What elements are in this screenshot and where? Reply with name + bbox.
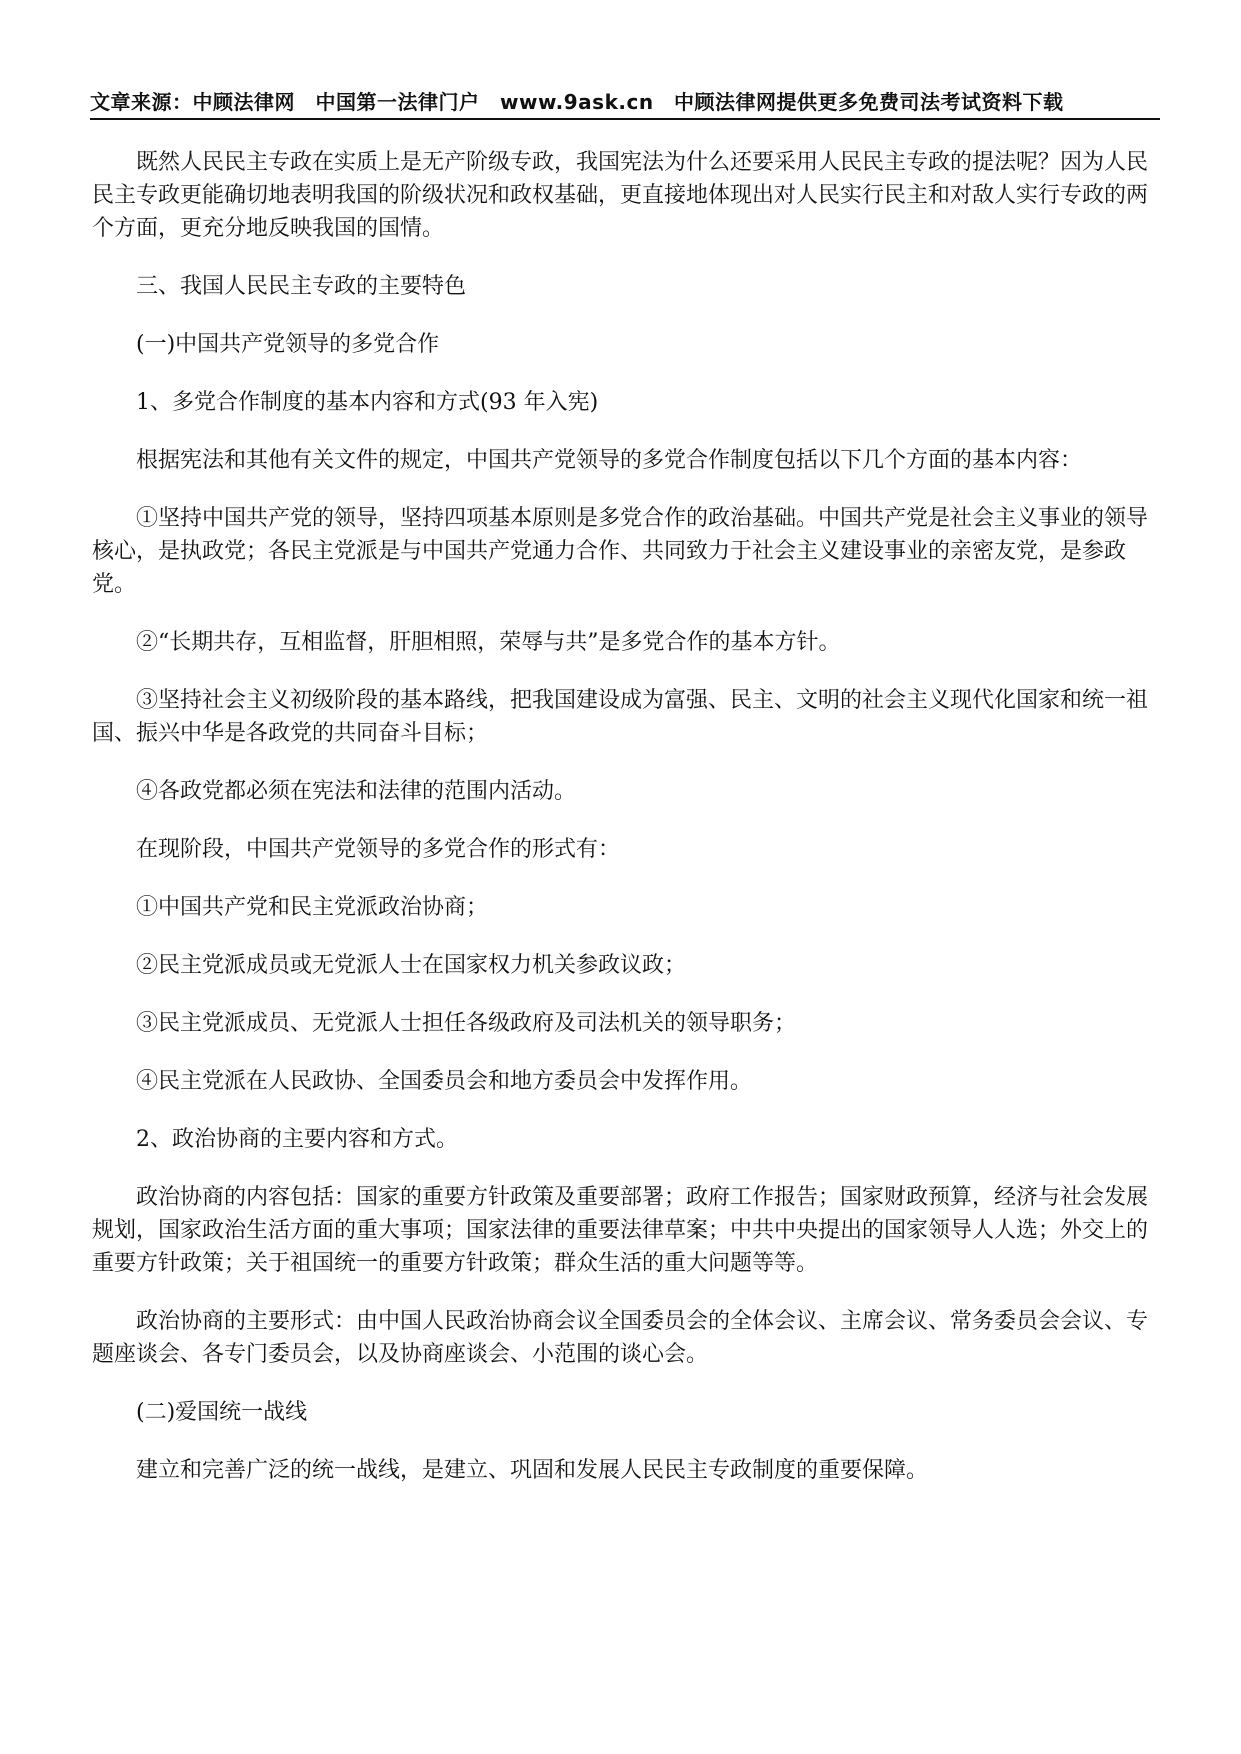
section-heading: 三、我国人民民主专政的主要特色 (136, 274, 467, 299)
paragraph: 政治协商的内容包括：国家的重要方针政策及重要部署；政府工作报告；国家财政预算，经济与社会发展规划，国家政治生活方面的重大事项；国家法律的重要法律草案；中共中央提出的国家领导人人选；外交上的重要方针政策；关于祖国统一的重要方针政策；群众生活的重大问题等等。 (92, 1185, 1149, 1276)
subsection-heading: 2、政治协商的主要内容和方式。 (136, 1127, 458, 1152)
list-item: ③坚持社会主义初级阶段的基本路线，把我国建设成为富强、民主、文明的社会主义现代化国家和统一祖国、振兴中华是各政党的共同奋斗目标； (92, 688, 1149, 746)
paragraph: 政治协商的主要形式：由中国人民政治协商会议全国委员会的全体会议、主席会议、常务委员会会议、专题座谈会、各专门委员会，以及协商座谈会、小范围的谈心会。 (92, 1309, 1149, 1367)
list-item: ①坚持中国共产党的领导，坚持四项基本原则是多党合作的政治基础。中国共产党是社会主义事业的领导核心，是执政党；各民主党派是与中国共产党通力合作、共同致力于社会主义建设事业的亲密友党，是参政党。 (92, 506, 1149, 597)
list-item: ④各政党都必须在宪法和法律的范围内活动。 (136, 779, 577, 804)
header-rule (90, 118, 1160, 120)
page-header: 文章来源：中顾法律网 中国第一法律门户 www.9ask.cn 中顾法律网提供更多免费司法考试资料下载 (90, 90, 1064, 114)
paragraph: 在现阶段，中国共产党领导的多党合作的形式有： (136, 837, 621, 862)
subsection-heading: (二)爱国统一战线 (136, 1400, 308, 1425)
paragraph: 根据宪法和其他有关文件的规定，中国共产党领导的多党合作制度包括以下几个方面的基本内容： (136, 448, 1083, 473)
list-item: ③民主党派成员、无党派人士担任各级政府及司法机关的领导职务； (136, 1011, 797, 1036)
document-body (92, 146, 1158, 1512)
list-item: ②“长期共存，互相监督，肝胆相照，荣辱与共”是多党合作的基本方针。 (136, 630, 841, 655)
subsection-heading: 1、多党合作制度的基本内容和方式(93 年入宪) (136, 390, 599, 415)
paragraph: 既然人民民主专政在实质上是无产阶级专政，我国宪法为什么还要采用人民民主专政的提法呢？因为人民民主专政更能确切地表明我国的阶级状况和政权基础，更直接地体现出对人民实行民主和对敌人实行专政的两个方面，更充分地反映我国的国情。 (92, 150, 1149, 241)
subsection-heading: (一)中国共产党领导的多党合作 (136, 332, 440, 357)
paragraph: 建立和完善广泛的统一战线，是建立、巩固和发展人民民主专政制度的重要保障。 (136, 1458, 929, 1483)
list-item: ②民主党派成员或无党派人士在国家权力机关参政议政； (136, 953, 687, 978)
list-item: ④民主党派在人民政协、全国委员会和地方委员会中发挥作用。 (136, 1069, 753, 1094)
list-item: ①中国共产党和民主党派政治协商； (136, 895, 489, 920)
